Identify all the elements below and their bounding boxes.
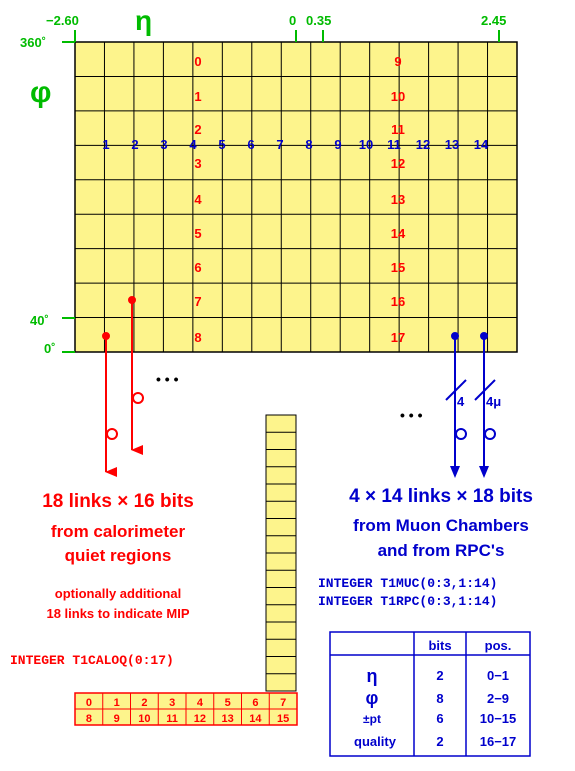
bit-index: 5 (224, 697, 231, 709)
bit-index: 8 (85, 713, 92, 725)
column-number: 12 (415, 137, 431, 152)
eta-axis (46, 5, 506, 42)
bit-index: 12 (193, 713, 206, 725)
calorimeter-note: optionally additional (54, 586, 182, 601)
link-ring (107, 429, 117, 439)
region-label: 10 (390, 89, 406, 104)
region-label: 16 (390, 294, 406, 309)
eta-tick-label: 0.35 (306, 13, 332, 28)
calorimeter-line: quiet regions (64, 546, 172, 565)
column-number: 10 (358, 137, 374, 152)
table-row-pos: 16−17 (479, 734, 517, 749)
table-row-pos: 2−9 (486, 691, 510, 706)
region-label: 3 (194, 156, 202, 171)
region-label: 14 (390, 226, 406, 241)
column-number: 1 (102, 137, 110, 152)
grid-background (75, 42, 517, 352)
ellipsis: • • • (400, 407, 423, 423)
column-number: 13 (444, 137, 460, 152)
calorimeter-note: 18 links to indicate MIP (46, 606, 190, 621)
eta-tick-label: −2.60 (46, 13, 79, 28)
bit-index: 6 (252, 697, 259, 709)
bit-index: 11 (166, 713, 178, 725)
calorimeter-text-block (10, 491, 194, 668)
column-number: 14 (473, 137, 489, 152)
region-label: 12 (390, 156, 406, 171)
table-row-pos: 10−15 (479, 711, 517, 726)
phi-symbol: φ (30, 76, 52, 109)
arrow-head (450, 466, 460, 478)
bit-index: 7 (280, 697, 287, 709)
table-row-bits: 2 (436, 668, 444, 683)
bit-index: 15 (277, 713, 290, 725)
region-label: 11 (391, 122, 405, 137)
region-label: 15 (390, 260, 406, 275)
column-number: 6 (247, 137, 255, 152)
table-row-pos: 0−1 (486, 668, 510, 683)
region-label: 13 (390, 192, 406, 207)
bus-label: 4 (457, 394, 465, 409)
phi-tick-label: 0˚ (44, 341, 56, 356)
region-label: 2 (194, 122, 202, 137)
region-label: 1 (194, 89, 202, 104)
bit-index: 2 (141, 697, 148, 709)
region-label: 8 (194, 330, 202, 345)
region-label: 17 (390, 330, 406, 345)
region-label: 7 (194, 294, 202, 309)
eta-symbol: η (135, 5, 153, 36)
bit-index: 13 (221, 713, 234, 725)
bit-index: 3 (169, 697, 176, 709)
bit-strip (75, 693, 297, 725)
region-label: 5 (194, 226, 202, 241)
calorimeter-title: 18 links × 16 bits (42, 491, 194, 512)
muon-integer-decl: INTEGER T1MUC(0:3,1:14) (318, 576, 498, 591)
column-number: 5 (218, 137, 226, 152)
link-ring (133, 393, 143, 403)
eta-tick-label: 0 (289, 13, 297, 28)
bit-index: 1 (113, 697, 120, 709)
column-number: 2 (131, 137, 139, 152)
ellipsis: • • • (156, 371, 179, 387)
column-number: 9 (334, 137, 342, 152)
table-row-name: quality (354, 734, 396, 749)
table-header: pos. (484, 638, 512, 653)
arrow-head (479, 466, 489, 478)
table-row-name: ±pt (363, 712, 381, 726)
region-label: 4 (194, 192, 202, 207)
bit-index: 9 (113, 713, 120, 725)
phi-tick-label: 360˚ (20, 35, 47, 50)
region-label: 0 (194, 54, 202, 69)
bit-index: 14 (249, 713, 262, 725)
table-row-name: φ (365, 688, 379, 708)
calorimeter-integer-decl: INTEGER T1CALOQ(0:17) (10, 653, 174, 668)
muon-text-block (318, 486, 533, 609)
muon-line: and from RPC's (377, 541, 505, 560)
bit-index: 10 (138, 713, 151, 725)
bit-index: 4 (196, 697, 203, 709)
column-number: 3 (160, 137, 168, 152)
muon-title: 4 × 14 links × 18 bits (349, 486, 533, 507)
eta-tick-label: 2.45 (481, 13, 507, 28)
column-number: 7 (276, 137, 284, 152)
column-number: 8 (305, 137, 313, 152)
bits-table (330, 632, 530, 756)
table-row-bits: 6 (436, 711, 444, 726)
phi-tick-label: 40˚ (30, 313, 49, 328)
column-number: 11 (387, 137, 401, 152)
rpc-integer-decl: INTEGER T1RPC(0:3,1:14) (318, 594, 498, 609)
table-header: bits (428, 638, 452, 653)
bit-word-column (266, 415, 296, 691)
region-label: 6 (194, 260, 202, 275)
calorimeter-line: from calorimeter (50, 522, 186, 541)
link-ring (456, 429, 466, 439)
link-ring (485, 429, 495, 439)
table-row-bits: 8 (436, 691, 444, 706)
region-label: 9 (394, 54, 402, 69)
column-number: 4 (189, 137, 197, 152)
table-row-bits: 2 (436, 734, 444, 749)
phi-axis (20, 35, 75, 356)
bus-label: 4μ (486, 394, 502, 409)
bit-index: 0 (85, 697, 92, 709)
muon-line: from Muon Chambers (353, 516, 529, 535)
table-row-name: η (366, 666, 378, 686)
eta-phi-grid (75, 42, 517, 352)
